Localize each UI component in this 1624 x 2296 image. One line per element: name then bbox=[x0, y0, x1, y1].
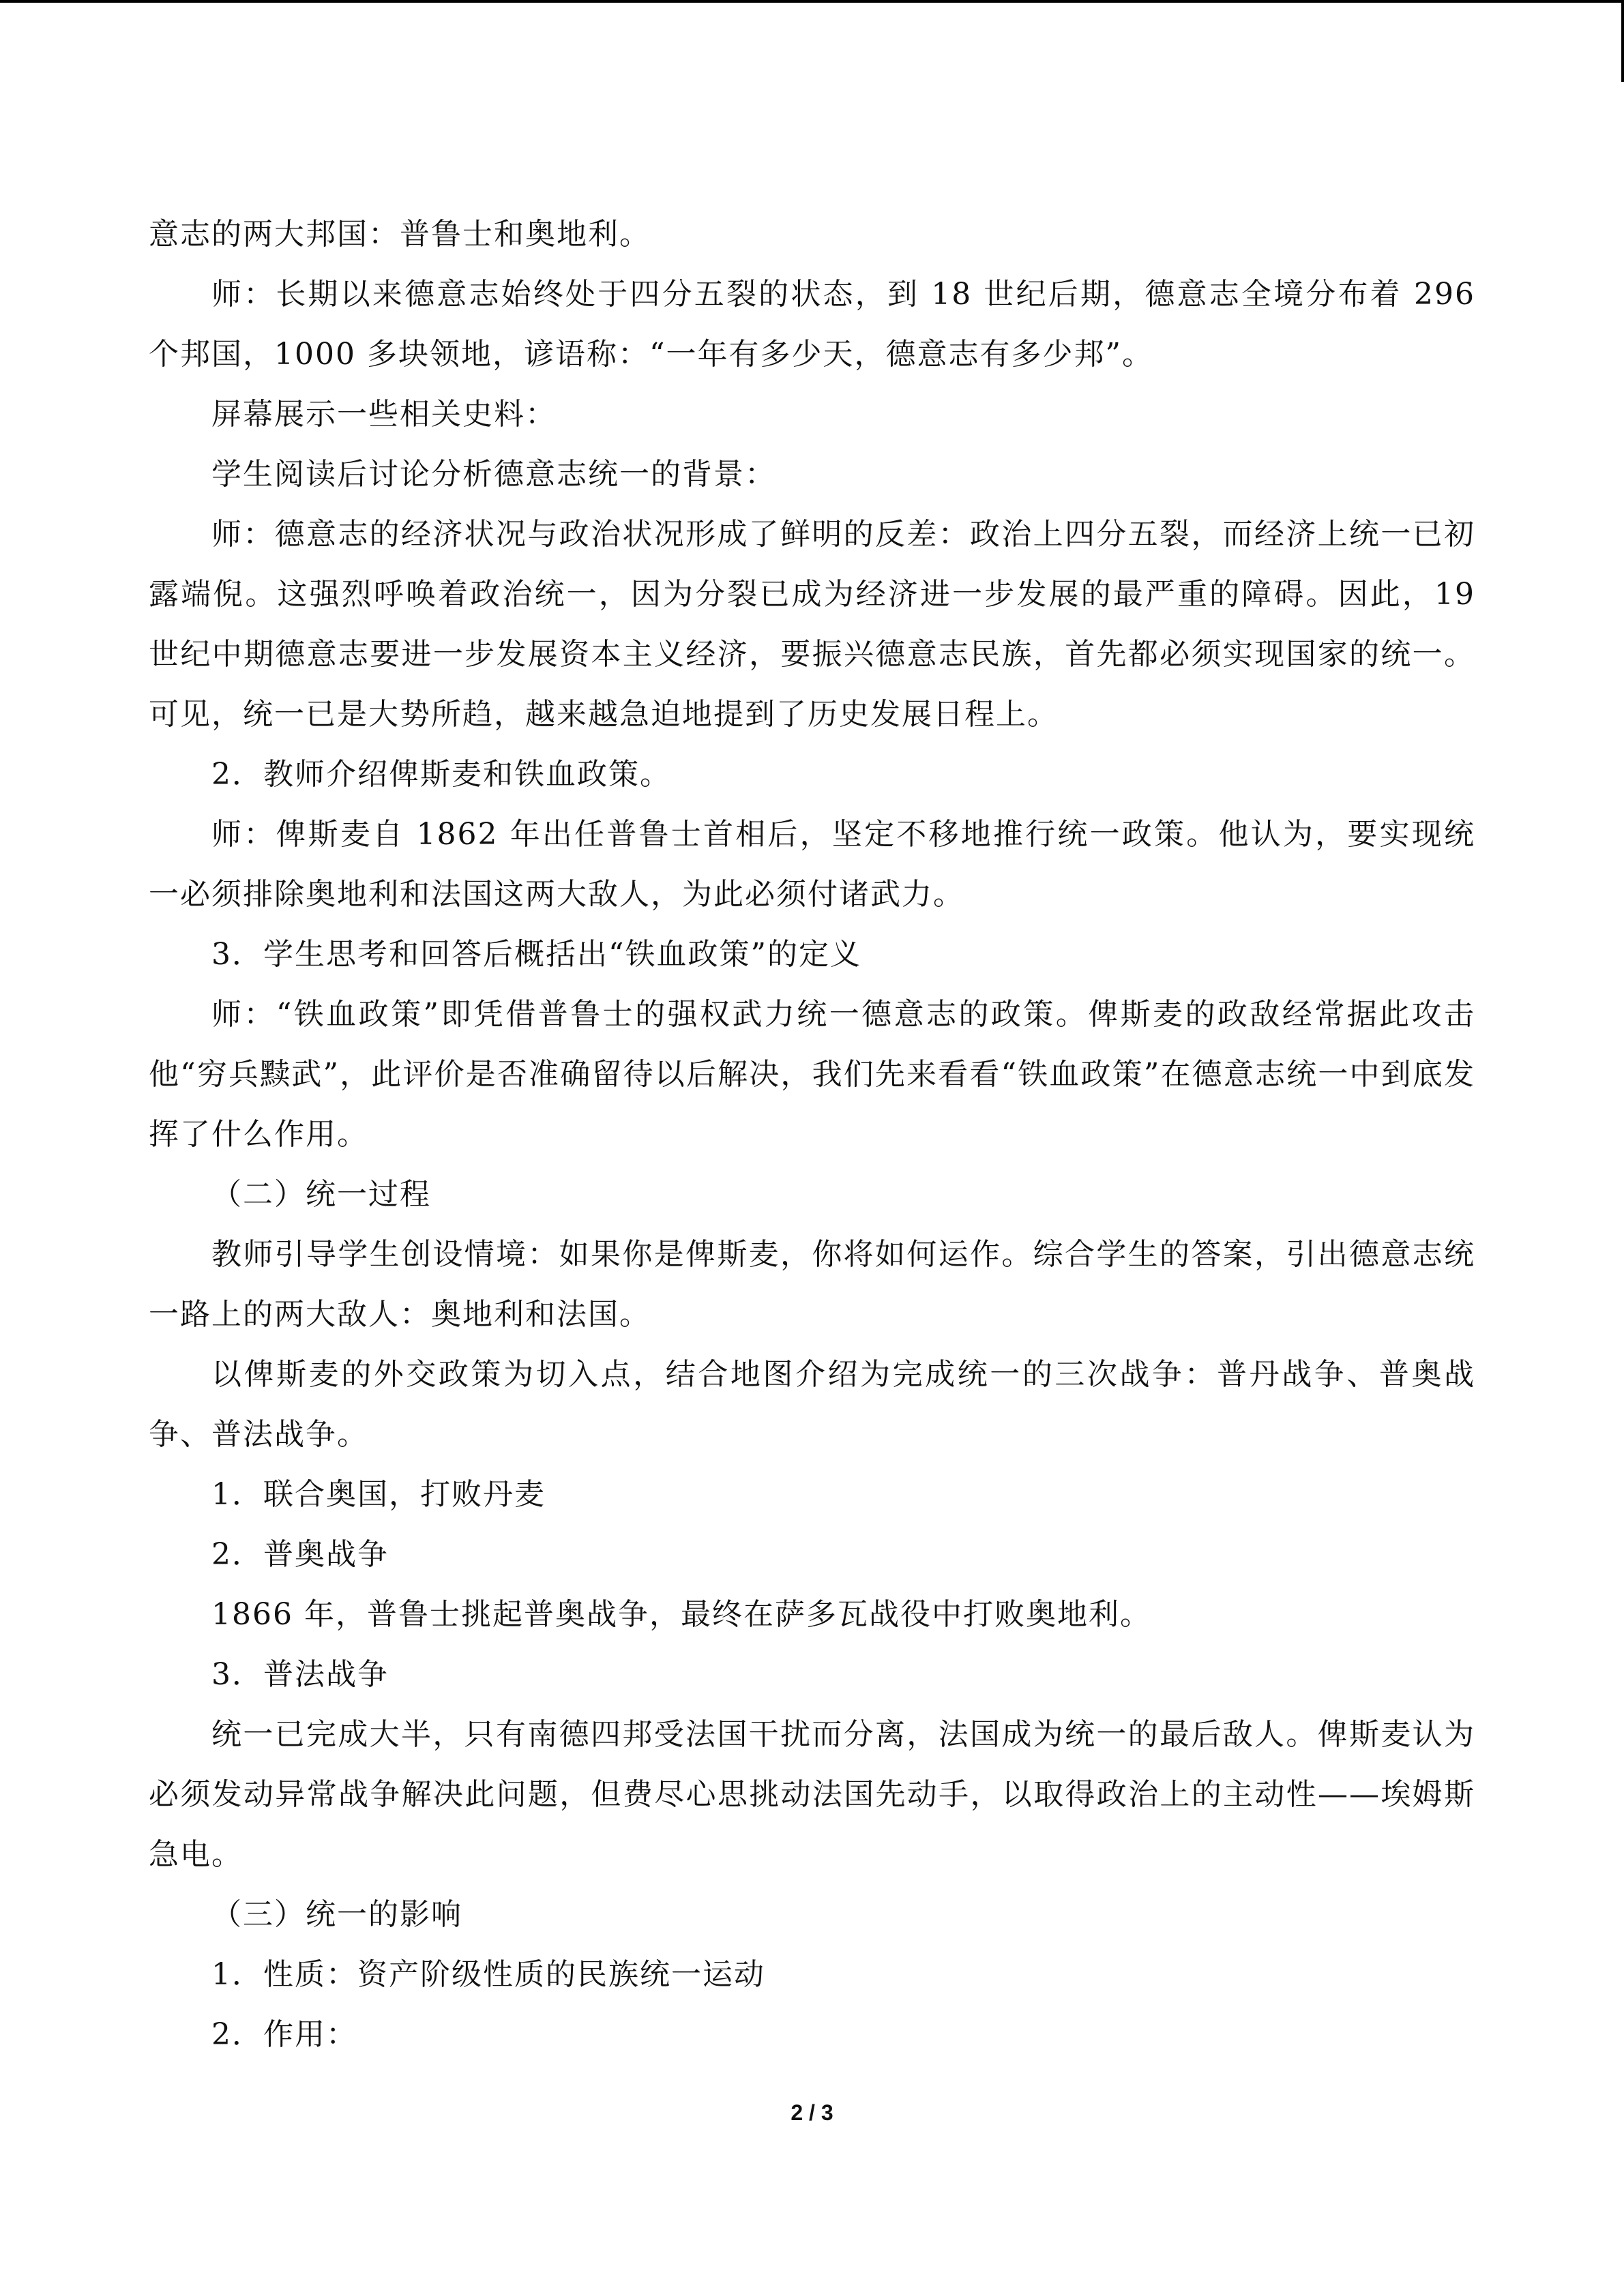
page-number: 2 / 3 bbox=[791, 2100, 833, 2125]
paragraph: 师：长期以来德意志始终处于四分五裂的状态，到 18 世纪后期，德意志全境分布着 296 个邦国，1000 多块领地，谚语称：“一年有多少天，德意志有多少邦”。 bbox=[149, 277, 1475, 372]
section-heading: （三）统一的影响 bbox=[211, 1897, 462, 1932]
paragraph: 1866 年，普鲁士挑起普奥战争，最终在萨多瓦战役中打败奥地利。 bbox=[211, 1597, 1151, 1632]
paragraph: 教师引导学生创设情境：如果你是俾斯麦，你将如何运作。综合学生的答案，引出德意志统一路上的两大敌人：奥地利和法国。 bbox=[149, 1237, 1475, 1332]
document-body bbox=[149, 205, 1475, 2065]
list-item: 3．普法战争 bbox=[211, 1657, 389, 1692]
section-heading: （二）统一过程 bbox=[211, 1177, 431, 1212]
paragraph: 师：“铁血政策”即凭借普鲁士的强权武力统一德意志的政策。俾斯麦的政敌经常据此攻击他“穷兵黩武”，此评价是否准确留待以后解决，我们先来看看“铁血政策”在德意志统一中到底发挥了什么作用。 bbox=[149, 997, 1475, 1152]
list-item: 3．学生思考和回答后概括出“铁血政策”的定义 bbox=[211, 937, 861, 972]
list-item: 2．教师介绍俾斯麦和铁血政策。 bbox=[211, 757, 671, 792]
list-item: 1．联合奥国，打败丹麦 bbox=[211, 1477, 546, 1512]
paragraph: 统一已完成大半，只有南德四邦受法国干扰而分离，法国成为统一的最后敌人。俾斯麦认为必须发动异常战争解决此问题，但费尽心思挑动法国先动手，以取得政治上的主动性——埃姆斯急电。 bbox=[149, 1717, 1475, 1872]
top-border-line bbox=[0, 0, 1624, 3]
paragraph: 师：俾斯麦自 1862 年出任普鲁士首相后，坚定不移地推行统一政策。他认为，要实现统一必须排除奥地利和法国这两大敌人，为此必须付诸武力。 bbox=[149, 817, 1475, 912]
paragraph: 意志的两大邦国：普鲁士和奥地利。 bbox=[149, 217, 651, 252]
paragraph: 学生阅读后讨论分析德意志统一的背景： bbox=[211, 457, 776, 492]
list-item: 1．性质：资产阶级性质的民族统一运动 bbox=[211, 1957, 765, 1992]
list-item: 2．作用： bbox=[211, 2017, 357, 2052]
paragraph: 师：德意志的经济状况与政治状况形成了鲜明的反差：政治上四分五裂，而经济上统一已初露端倪。这强烈呼唤着政治统一，因为分裂已成为经济进一步发展的最严重的障碍。因此，19 世纪中期德意志要进一步发展资本主义经济，要振兴德意志民族，首先都必须实现国家的统一。可见，统一已是大势所趋，越来越急迫地提到了历史发展日程上。 bbox=[149, 517, 1475, 732]
list-item: 2．普奥战争 bbox=[211, 1537, 389, 1572]
paragraph: 以俾斯麦的外交政策为切入点，结合地图介绍为完成统一的三次战争：普丹战争、普奥战争、普法战争。 bbox=[149, 1357, 1475, 1452]
right-border-line bbox=[1621, 0, 1624, 82]
paragraph: 屏幕展示一些相关史料： bbox=[211, 397, 557, 432]
